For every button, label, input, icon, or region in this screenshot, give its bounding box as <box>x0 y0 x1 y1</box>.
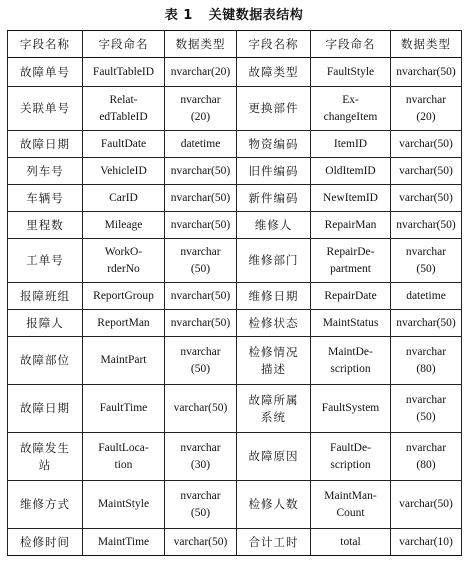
field-name-cell: 关联单号 <box>8 87 83 131</box>
data-type-cell: nvarchar (20) <box>391 87 462 131</box>
table-row <box>8 481 462 529</box>
field-id-cell: ReportGroup <box>83 283 165 310</box>
field-id-cell: MaintMan- Count <box>311 481 391 529</box>
field-id-cell: VehicleID <box>83 158 165 185</box>
data-type-cell: varchar(50) <box>391 131 462 158</box>
field-name-cell: 维修人 <box>237 212 311 239</box>
field-name-cell: 维修日期 <box>237 283 311 310</box>
field-id-cell: FaultDe- scription <box>311 433 391 481</box>
table-row <box>8 239 462 283</box>
field-name-cell: 合计工时 <box>237 529 311 556</box>
data-type-cell: varchar(10) <box>391 529 462 556</box>
field-name-cell: 更换部件 <box>237 87 311 131</box>
field-name-cell: 故障部位 <box>8 337 83 385</box>
header-cell: 字段命名 <box>311 31 391 58</box>
data-type-cell: nvarchar(50) <box>165 310 237 337</box>
field-id-cell: MaintStatus <box>311 310 391 337</box>
field-name-cell: 故障日期 <box>8 385 83 433</box>
data-type-cell: nvarchar (50) <box>165 337 237 385</box>
field-id-cell: FaultLoca- tion <box>83 433 165 481</box>
field-name-cell: 检修状态 <box>237 310 311 337</box>
field-name-cell: 旧件编码 <box>237 158 311 185</box>
field-name-cell: 物资编码 <box>237 131 311 158</box>
field-id-cell: Mileage <box>83 212 165 239</box>
field-id-cell: RepairDate <box>311 283 391 310</box>
data-type-cell: nvarchar (30) <box>165 433 237 481</box>
table-title: 关键数据表结构 <box>208 7 304 23</box>
table-row <box>8 185 462 212</box>
field-id-cell: Relat- edTableID <box>83 87 165 131</box>
field-id-cell: MaintPart <box>83 337 165 385</box>
data-structure-table <box>7 30 462 556</box>
data-type-cell: nvarchar(50) <box>165 185 237 212</box>
data-type-cell: nvarchar(50) <box>165 158 237 185</box>
data-type-cell: nvarchar(50) <box>391 58 462 87</box>
table-row <box>8 337 462 385</box>
data-type-cell: nvarchar (50) <box>165 239 237 283</box>
field-name-cell: 车辆号 <box>8 185 83 212</box>
field-name-cell: 列车号 <box>8 158 83 185</box>
data-type-cell: nvarchar(50) <box>165 212 237 239</box>
data-type-cell: nvarchar(20) <box>165 58 237 87</box>
header-cell: 字段名称 <box>237 31 311 58</box>
field-name-cell: 故障日期 <box>8 131 83 158</box>
field-id-cell: CarID <box>83 185 165 212</box>
field-id-cell: FaultTableID <box>83 58 165 87</box>
data-type-cell: nvarchar (50) <box>391 239 462 283</box>
field-name-cell: 故障所属 系统 <box>237 385 311 433</box>
table-row <box>8 529 462 556</box>
field-id-cell: FaultStyle <box>311 58 391 87</box>
field-name-cell: 故障发生 站 <box>8 433 83 481</box>
header-cell: 数据类型 <box>391 31 462 58</box>
field-name-cell: 故障类型 <box>237 58 311 87</box>
field-id-cell: MaintDe- scription <box>311 337 391 385</box>
field-name-cell: 报障人 <box>8 310 83 337</box>
field-name-cell: 检修人数 <box>237 481 311 529</box>
field-id-cell: FaultDate <box>83 131 165 158</box>
data-type-cell: nvarchar(50) <box>391 212 462 239</box>
field-id-cell: ReportMan <box>83 310 165 337</box>
data-type-cell: nvarchar (50) <box>165 481 237 529</box>
table-caption <box>0 0 468 26</box>
data-type-cell: datetime <box>391 283 462 310</box>
table-number: 表 1 <box>164 7 193 23</box>
field-name-cell: 新件编码 <box>237 185 311 212</box>
field-name-cell: 故障原因 <box>237 433 311 481</box>
data-type-cell: nvarchar (80) <box>391 433 462 481</box>
table-row <box>8 131 462 158</box>
data-type-cell: nvarchar (80) <box>391 337 462 385</box>
field-name-cell: 检修时间 <box>8 529 83 556</box>
field-name-cell: 工单号 <box>8 239 83 283</box>
data-type-cell: nvarchar (50) <box>391 385 462 433</box>
field-name-cell: 里程数 <box>8 212 83 239</box>
table-row <box>8 310 462 337</box>
field-id-cell: MaintTime <box>83 529 165 556</box>
table-row <box>8 87 462 131</box>
data-type-cell: nvarchar(50) <box>165 283 237 310</box>
header-row <box>8 31 462 58</box>
data-type-cell: varchar(50) <box>391 158 462 185</box>
data-type-cell: varchar(50) <box>391 481 462 529</box>
table-row <box>8 433 462 481</box>
field-id-cell: ItemID <box>311 131 391 158</box>
field-id-cell: total <box>311 529 391 556</box>
field-name-cell: 检修情况 描述 <box>237 337 311 385</box>
field-id-cell: NewItemID <box>311 185 391 212</box>
table-row <box>8 385 462 433</box>
header-cell: 字段名称 <box>8 31 83 58</box>
field-id-cell: FaultTime <box>83 385 165 433</box>
header-cell: 数据类型 <box>165 31 237 58</box>
field-name-cell: 维修方式 <box>8 481 83 529</box>
field-id-cell: RepairDe- partment <box>311 239 391 283</box>
field-name-cell: 报障班组 <box>8 283 83 310</box>
field-id-cell: MaintStyle <box>83 481 165 529</box>
field-id-cell: WorkO- rderNo <box>83 239 165 283</box>
header-cell: 字段命名 <box>83 31 165 58</box>
data-type-cell: datetime <box>165 131 237 158</box>
table-row <box>8 212 462 239</box>
field-id-cell: FaultSystem <box>311 385 391 433</box>
field-name-cell: 故障单号 <box>8 58 83 87</box>
table-row <box>8 158 462 185</box>
data-type-cell: nvarchar (20) <box>165 87 237 131</box>
data-type-cell: varchar(50) <box>165 529 237 556</box>
field-id-cell: RepairMan <box>311 212 391 239</box>
table-row <box>8 58 462 87</box>
table-row <box>8 283 462 310</box>
data-type-cell: varchar(50) <box>165 385 237 433</box>
data-type-cell: varchar(50) <box>391 185 462 212</box>
data-type-cell: nvarchar(50) <box>391 310 462 337</box>
field-id-cell: Ex- changeItem <box>311 87 391 131</box>
field-id-cell: OldItemID <box>311 158 391 185</box>
field-name-cell: 维修部门 <box>237 239 311 283</box>
